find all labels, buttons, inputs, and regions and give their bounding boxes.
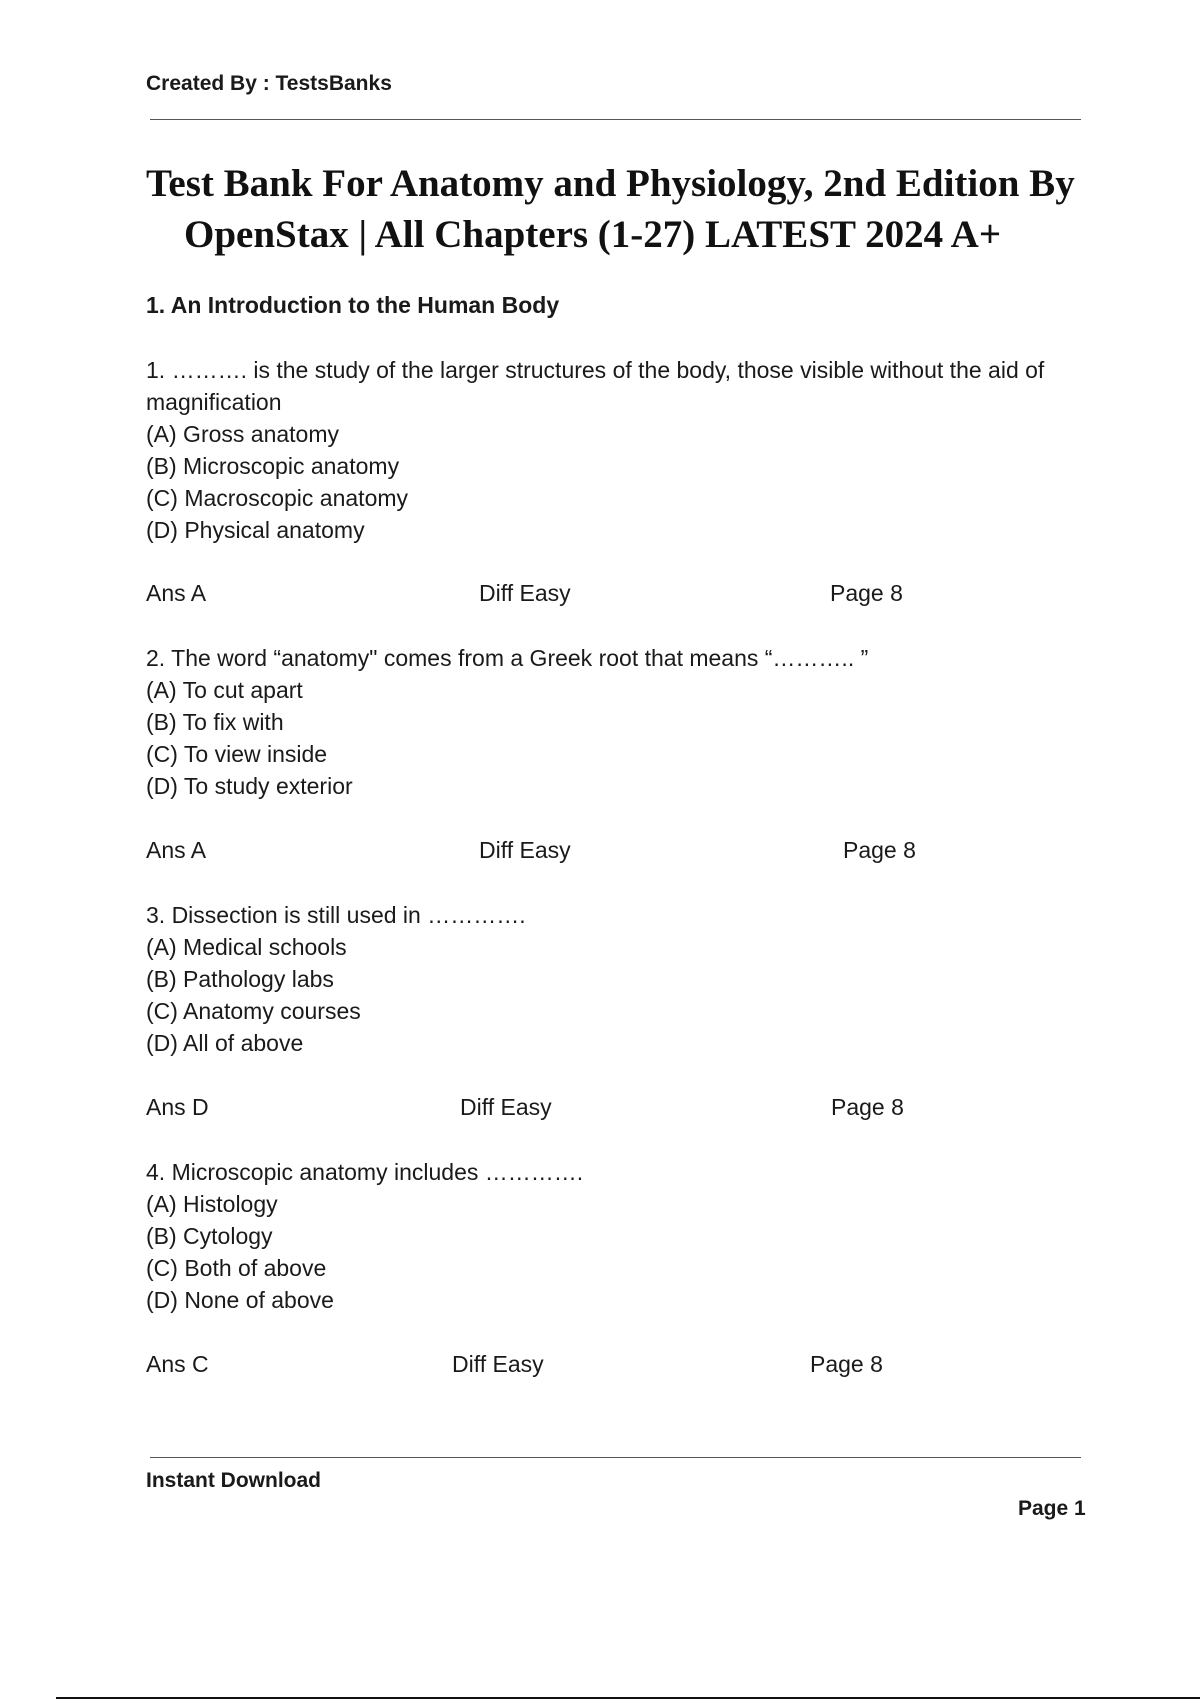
footer-divider — [150, 1457, 1081, 1458]
question-text: 4. Microscopic anatomy includes …………. — [146, 1159, 584, 1185]
answer-option: (A) To cut apart — [146, 677, 303, 703]
answer-option: (B) Microscopic anatomy — [146, 453, 400, 479]
answer-option: (C) Macroscopic anatomy — [146, 485, 409, 511]
question-block — [146, 642, 1076, 802]
answer-option: (D) Physical anatomy — [146, 517, 365, 543]
question-block — [146, 1156, 1076, 1316]
answer-option: (C) Both of above — [146, 1255, 327, 1281]
difficulty: Diff Easy — [479, 837, 571, 863]
header-divider — [150, 119, 1081, 120]
answer-option: (A) Gross anatomy — [146, 421, 339, 447]
chapter-heading: 1. An Introduction to the Human Body — [146, 292, 560, 318]
created-by-label: Created By : TestsBanks — [146, 72, 392, 95]
answer-option: (D) To study exterior — [146, 773, 353, 799]
answer-option: (B) To fix with — [146, 709, 284, 735]
question-text: 2. The word “anatomy" comes from a Greek root that means “……….. ” — [146, 645, 869, 671]
page-bottom-edge — [56, 1697, 1200, 1699]
question-block — [146, 354, 1076, 546]
difficulty: Diff Easy — [452, 1351, 544, 1377]
answer-key: Ans A — [146, 837, 207, 863]
question-text: 3. Dissection is still used in …………. — [146, 902, 526, 928]
answer-option: (D) All of above — [146, 1030, 304, 1056]
document-title — [146, 158, 1086, 260]
answer-key: Ans A — [146, 580, 207, 606]
title-line-1: Test Bank For Anatomy and Physiology, 2nd Edition By — [146, 162, 1075, 205]
page-reference: Page 8 — [831, 1094, 904, 1120]
answer-option: (A) Histology — [146, 1191, 278, 1217]
difficulty: Diff Easy — [460, 1094, 552, 1120]
answer-option: (B) Pathology labs — [146, 966, 334, 992]
page-reference: Page 8 — [830, 580, 903, 606]
answer-key: Ans D — [146, 1094, 209, 1120]
difficulty: Diff Easy — [479, 580, 571, 606]
answer-option: (B) Cytology — [146, 1223, 273, 1249]
page-reference: Page 8 — [810, 1351, 883, 1377]
title-line-2: OpenStax | All Chapters (1-27) LATEST 2024 A+ — [184, 213, 1002, 256]
answer-option: (D) None of above — [146, 1287, 334, 1313]
answer-option: (C) Anatomy courses — [146, 998, 361, 1024]
answer-option: (C) To view inside — [146, 741, 328, 767]
question-block — [146, 899, 1076, 1059]
question-text: 1. ………. is the study of the larger structures of the body, those visible without the aid of magnification — [146, 357, 1045, 415]
answer-option: (A) Medical schools — [146, 934, 347, 960]
page-number: Page 1 — [1018, 1497, 1086, 1520]
instant-download-label: Instant Download — [146, 1469, 321, 1492]
page-reference: Page 8 — [843, 837, 916, 863]
answer-key: Ans C — [146, 1351, 209, 1377]
